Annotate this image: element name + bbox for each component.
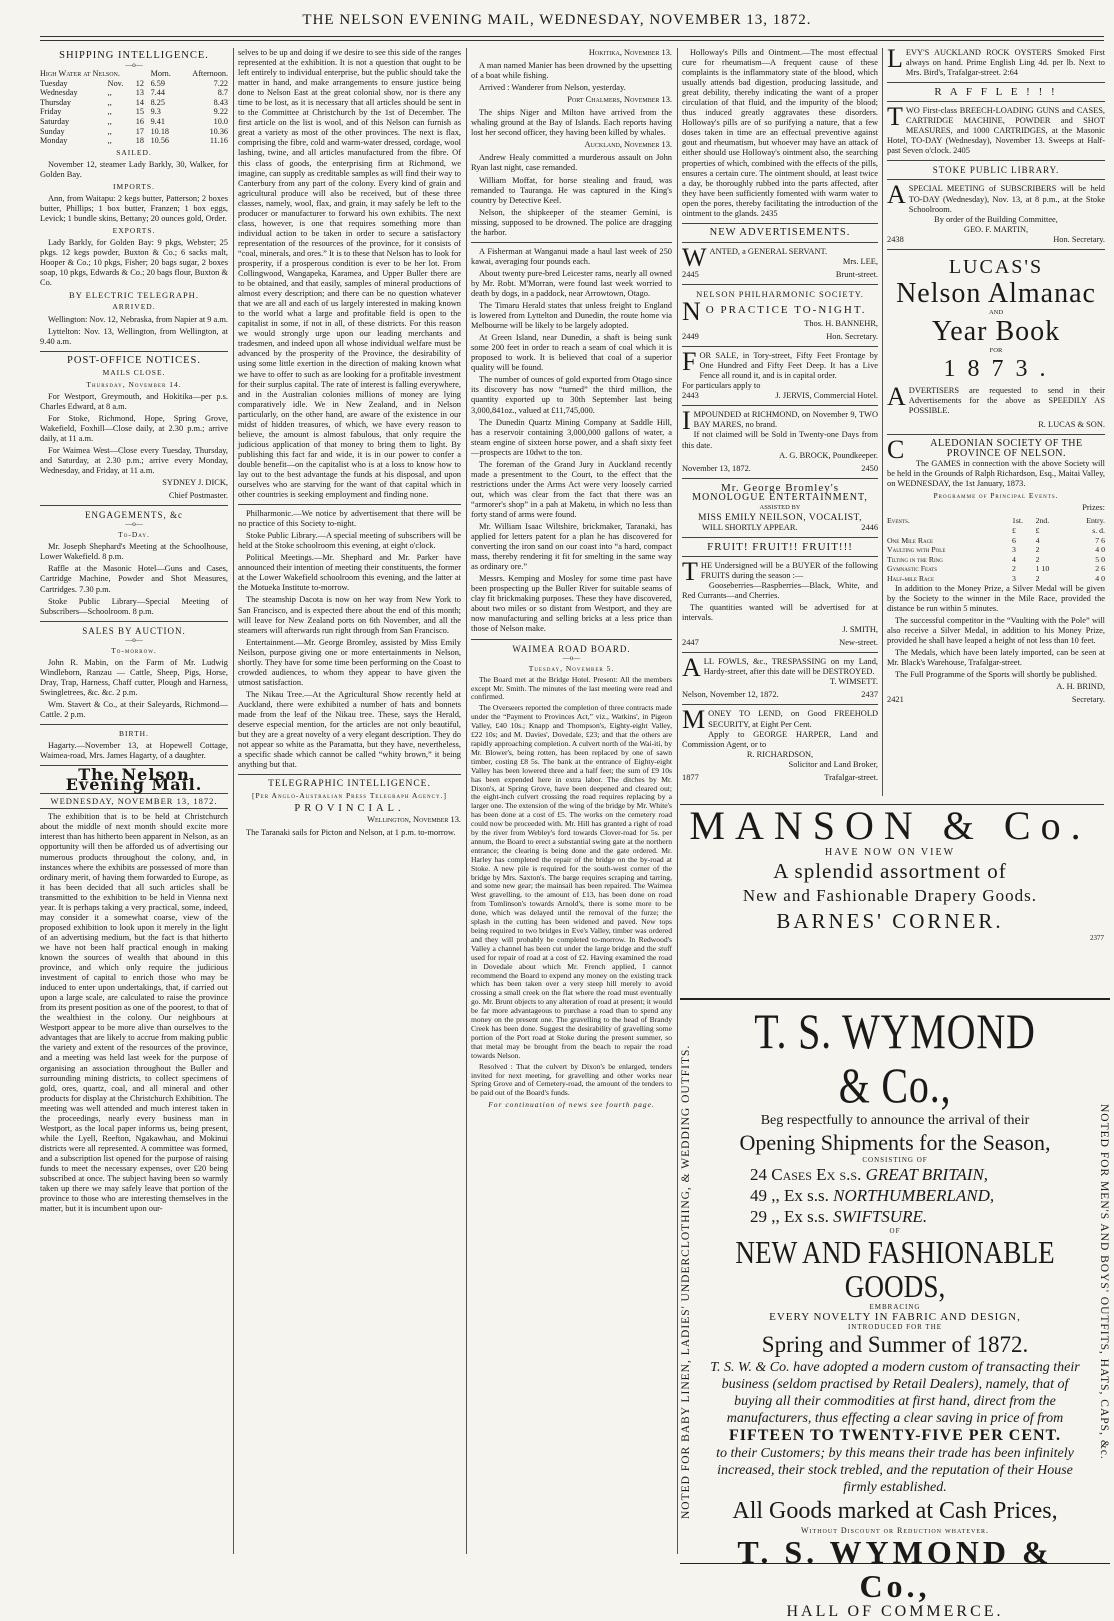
engagement-item: Mr. Joseph Shephard's Meeting at the Schoolhouse, Lower Wakefield. 8 p.m.	[40, 542, 228, 562]
fowls-ad: ALL FOWLS, &c., TRESPASSING on my Land, Hardy-street, after this date will be DESTROYED.	[682, 653, 878, 683]
bromley-vocalist: MISS EMILY NEILSON, VOCALIST,	[697, 512, 863, 523]
news-item: Nelson, the shipkeeper of the steamer Gemini, is missing, supposed to be drowned. The police are dragging the harbor.	[471, 207, 672, 237]
news-item: The Nikau Tree.—At the Agricultural Show recently held at Auckland, there were exhibited a number of hats and bonnets made from the leaf of the Nikau tree. These, says the Herald, deserve especial mention, for the articles are not only beautiful, but they are a great novelty of a very elegant description. They do not appear so white as the Paramatta, but they have, nevertheless, a specific shade which cannot be called “whity brown,” it being anything but that.	[238, 689, 461, 770]
imports-heading: IMPORTS.	[113, 181, 155, 191]
ad-signature: J. SMITH,	[842, 625, 878, 635]
dateline: Hokitika, November 13.	[588, 48, 672, 57]
ad-footer: 2443 J. JERVIS, Commercial Hotel.	[682, 391, 878, 401]
news-item: A man named Manier has been drowned by the upsetting of a boat while fishing.	[471, 61, 672, 81]
auction-item: Wm. Stavert & Co., at their Saleyards, Richmond—Cattle. 2 p.m.	[40, 699, 228, 719]
editorial-paragraph: The exhibition that is to be held at Christchurch about the middle of next month should excite more interest than has hitherto been apparent in Nelson, as an opportunity will then be afforded us of advertising our numerous products throughout the colony, and, in instances where the exhibits are possessed of more than ordinary merit, of having them forwarded to Europe, as it has been decided that all such articles shall be transmitted to the exhibition to be held in Vienna next year. It is perhaps taking a very practical, some, indeed, may consider it a somewhat coarse, view of the proposed exhibition to look upon it merely in the light of an advertising medium, but the fact is that hitherto we have not been half practical enough in making known the sources of wealth that abound in this province, and which only require the judicious investment of capital to enrich those who may be induced to enter upon undertakings, that, if carried out upon a large scale, are calculated to raise the province from its present position as one of the poorest, to that of the wealthiest in the colony. Our neighbours at Westport appear to be more alive than ourselves to the advantages that are likely to accrue from making public the variety and extent of the resources of the province, and a meeting was held last week for the purpose of organising an association throughout the Buller and surrounding mining districts, to collect specimens of gold, ores, quartz, coal, and all mineral and other products for display at the Christchurch Exhibition. The meeting was well attended and much interest taken in the proceedings, nearly every business man in Westport, as the local paper informs us, being present, while the Lyell, Reefton, Ngakawhau, and Mokinui districts were all represented. A committee was formed, and a subscription list opened for the purpose of raising funds to meet the necessary expenses, over £20 being subscribed at once. The subject having been so warmly taken up there we may safely leave that portion of the province to those who are interesting themselves in the matter, but it is incumbent upon our-	[40, 812, 228, 1214]
news-item: Arrived : Wanderer from Nelson, yesterday.	[479, 83, 626, 93]
programme-heading: Programme of Principal Events.	[933, 491, 1059, 501]
stoke-library-ad: ASPECIAL MEETING of SUBSCRIBERS will be held TO-DAY (Wednesday), Nov. 13, at 8 p.m., at the Stoke Schoolroom.	[887, 180, 1105, 214]
auction-sub: To-morrow.	[111, 645, 157, 655]
ad-text: By order of the Building Committee,	[934, 214, 1058, 224]
manson-name: MANSON & Co.	[689, 803, 1091, 848]
side-band-right: NOTED FOR MEN'S AND BOYS' OUTFITS, HATS, CAPS, &c.	[1098, 1103, 1110, 1460]
road-board-text: The Overseers reported the completion of three contracts made under the “Payment to Provinces Act,” viz., Watkins', in Pigeon Valley, £40 10s.; Knapp and Thompson's, Eighty-eight Valley, £22 10s; and M. Davies', Dovedale, £23; and that the others are rapidly approaching completion. A culvert north of the Wai-iti, by Mr. Blower's, being rotten, has been replaced by one of sawn timber, costing £8 5s. The bank at the entrance of Eighty-eight Valley has been lowered three and a half feet; the sum of £9 10s has been expended here in extra labor. The ditches by Mr. Dixon's, at Spring Grove, have been deepened and cleared out; the eight-inch culvert crossing the road requires replacing by a larger one. The extension of the wing of the bridge by Mr. White's has been done at a cost of £5. The works on the cemetery road could now be proceeded with. Mr. Hill has granted a right of road by the river from Webley's ford towards Clover-road for 5s. per annum, the Board to erect a substantial swing gate at the northern entrance; the clearing is being done and the gate ordered. Mr. Harley has completed the repair of the bridge on the by-road at Stoke. A new pile is required for the south-west corner of the bridge by Mrs. Saxton's. The barge requires scraping and tarring, and some new gear; the mainsail has been repaired. The Waimea West gravelling, to the amount of £13, has been done on road from Tomlinson's towards Arnold's, there is some more to be done, which was delayed until the removal of the furze; the splash in the cutting has been widened and paved. New tops being required to two bridges in Eve's Valley, timber was ordered and they will probably be completed to-morrow. In Redwood's Valley a channel has been cut under the large bridge and the stuff used for repair of road at a cost of £2. Having examined the road in Dovedale about which Mr. French applied, I cannot recommend the Board to expend any money on the existing track which has been taken over a very steep hill merely to avoid crossing a small creek on the flat where the road must eventually go. Mr. Brunt objects to any alteration of road at present; it would be far more advantageous to purchase a road than to spend any money on the present one. The gravelling to the head of Brandy Creek has been done. Suggest the desirability of gravelling some portion of the Port road at Stoke during the present summer, so that metal may be brought from the beach to repair the road towards Nelson.	[471, 703, 672, 1060]
road-board-date: Tuesday, November 5.	[528, 663, 615, 673]
wymond-name: T. S. WYMOND & Co.,	[754, 1003, 1036, 1113]
post-office-item: For Westport, Greymouth, and Hokitika—per p.s. Charles Edward, at 8 a.m.	[40, 391, 228, 411]
post-office-title: POST-OFFICE NOTICES.	[67, 354, 201, 366]
ad-footer: Nelson, November 12, 1872. 2437	[682, 690, 878, 700]
wymond-small: OF	[889, 1227, 901, 1235]
column-5	[887, 44, 1105, 803]
wymond-novelty: EVERY NOVELTY IN FABRIC AND DESIGN,	[769, 1311, 1021, 1323]
engagement-item: Raffle at the Masonic Hotel—Guns and Cases, Cartridge Machine, Powder and Shot Measures, Cartridges. 7.30 p.m.	[40, 564, 228, 594]
tide-row: Sunday ,, 17 10.18 10.36	[40, 126, 228, 136]
news-item: The Taranaki sails for Picton and Nelson, at 1 p.m. to-morrow.	[246, 828, 456, 838]
manson-line: New and Fashionable Drapery Goods.	[742, 886, 1038, 905]
tide-row: Tuesday Nov. 12 6.59 7.22	[40, 78, 228, 88]
post-office-date: Thursday, November 14.	[86, 379, 182, 389]
stoke-library-heading: STOKE PUBLIC LIBRARY.	[932, 165, 1060, 176]
tide-row: Saturday ,, 16 9.41 10.0	[40, 117, 228, 127]
advertisers-notice: ADVERTISERS are requested to send in their Advertisements for the above as SPEEDILY AS POSSIBLE.	[887, 381, 1105, 415]
caledonian-text: The Medals, which have been lately imported, can be seen at Mr. Black's Warehouse, Trafalgar-street.	[887, 647, 1105, 667]
ad-text: Apply to GEORGE HARPER, Land and Commission Agent, or to	[682, 729, 878, 749]
masthead-rule-2	[40, 40, 1104, 41]
ad-footer: 2449 Hon. Secretary.	[682, 332, 878, 342]
event-row: Half-mile Race 3 2 4 0	[887, 573, 1105, 583]
ad-footer: WILL SHORTLY APPEAR. 2446	[702, 522, 878, 532]
shipment-row: 24 Cases Ex s.s. GREAT BRITAIN,	[750, 1165, 989, 1184]
wymond-body: to their Customers; by this means their trade has been infinitely increased, their stock trebled, and the reputation of their House firmly established.	[716, 1446, 1074, 1495]
shipment-row: 49 ,, Ex s.s. NORTHUMBERLAND,	[750, 1186, 995, 1205]
telegraphic-title: TELEGRAPHIC INTELLIGENCE.	[268, 779, 431, 790]
event-row: Gymnastic Feats 2 1 10 2 6	[887, 564, 1105, 574]
wymond-cash-prices: All Goods marked at Cash Prices,	[732, 1498, 1058, 1524]
exports-heading: EXPORTS.	[112, 226, 156, 236]
ad-footer: 2447 New-street.	[682, 638, 878, 648]
tide-row: Monday ,, 18 10.56 11.16	[40, 136, 228, 146]
ad-text: For particulars apply to	[682, 381, 761, 391]
column-4	[682, 48, 878, 803]
wymond-body: T. S. W. & Co. have adopted a modern custom of transacting their business (seldom practised by Retail Dealers), namely, that of buying all their commodities at first hand, direct from the manufacturers, thus effecting a clear saving in price of from	[710, 1360, 1080, 1426]
engagements-sub: To-Day.	[118, 530, 150, 540]
news-item: At Green Island, near Dunedin, a shaft is being sunk some 200 feet in order to reach a seam of coal which it is proposed to work. It is believed that coal of a superior quality will be found.	[471, 333, 672, 373]
tide-table: High Water at Nelson. Morn. Afternoon. Tuesday Nov. 12 6.59 7.22 Wednesday ,, 13 7.44 8.7 Thursday ,, 14 8.25 8.43 Friday ,, 15 9.3 9.22 Saturday ,, 16 9.41 10.0 Sunday ,, 17 10.18 10.36 Monday ,, 18 10.56 11.16	[40, 69, 228, 146]
news-item: Entertainment.—Mr. George Bromley, assisted by Miss Emily Neilson, purpose giving one or more entertainments in Nelson, shortly. They have for some time been performing on the Coast to crowded audiences, to whom they appear to have given the utmost satisfaction.	[238, 637, 461, 687]
column-divider	[677, 48, 678, 1554]
bromley-sub: MONOLOGUE ENTERTAINMENT,	[692, 491, 868, 503]
shipment-row: 29 ,, Ex s.s. SWIFTSURE.	[750, 1207, 928, 1226]
arrived-text: Lyttelton: Nov. 13, Wellington, from Wellington, at 9.40 a.m.	[40, 326, 228, 346]
event-row: Tilting in the Ring 4 2 5 0	[887, 554, 1105, 564]
wymond-small: CONSISTING OF	[862, 1156, 928, 1164]
impounded-ad: IMPOUNDED at RICHMOND, on November 9, TWO BAY MARES, no brand.	[682, 406, 878, 436]
dateline: Auckland, November 13.	[584, 140, 672, 150]
column-divider	[466, 48, 467, 1554]
almanac-title: LUCAS'S	[948, 255, 1044, 278]
manson-location: BARNES' CORNER.	[776, 909, 1004, 933]
exports-text: Lady Barkly, for Golden Bay: 9 pkgs, Webster; 25 pkgs. 12 kegs powder, Buxton & Co.; 6 sacks malt, Hooper & Co.; 10 pkgs, Fisher; 20 bags sugar, 2 boxes soap, 10 pkgs, Edwards & Co.; 20 bags flour, Buxton & Co.	[40, 238, 228, 288]
continuation-note: For continuation of news see fourth page.	[488, 1100, 655, 1110]
manson-line: A splendid assortment of	[773, 859, 1007, 883]
ad-text: Gooseberries—Raspberries—Black, White, and Red Currants—and Cherries.	[682, 581, 878, 601]
paper-nameplate: The Nelson Evening Mail.	[65, 765, 203, 795]
paper-date: WEDNESDAY, NOVEMBER 13, 1872.	[50, 796, 218, 807]
ad-footer: 2438 Hon. Secretary.	[887, 234, 1105, 244]
post-office-item: For Stoke, Richmond, Hope, Spring Grove, Wakefield, Foxhill—Close daily, at 2.30 p.m.; arrive daily, at 11 a.m.	[40, 413, 228, 443]
event-row: One Mile Race 6 4 7 6	[887, 535, 1105, 545]
ad-footer: November 13, 1872. 2450	[682, 463, 878, 473]
ad-number: 2377	[1090, 934, 1104, 942]
ad-text: If not claimed will be Sold in Twenty-one Days from this date.	[682, 430, 878, 450]
side-band-left: NOTED FOR BABY LINEN, LADIES' UNDERCLOTHING, & WEDDING OUTFITS.	[680, 1044, 692, 1519]
news-item: The Timaru Herald states that unless freight to England is lowered from Lyttelton and Dunedin, the route home via Melbourne will be likely to be largely adopted.	[471, 301, 672, 331]
column-divider	[882, 48, 883, 796]
ad-signature: GEO. F. MARTIN,	[963, 224, 1029, 234]
fruit-ad: THE Undersigned will be a BUYER of the following FRUITS during the season :—	[682, 556, 878, 586]
column-1: SHIPPING INTELLIGENCE. —o— High Water at Nelson. Morn. Afternoon. Tuesday Nov. 12 6.59 7.22 Wednesday ,, 13 7.44 8.7 Thursday ,, 14 8.25 8.43 Friday ,, 15 9.3 9.22 Saturday ,, 16 9.41 10.0 Sunday ,, 17 10.18 10.36 Monday ,, 18 10.56 11.16 SAILED. November 12, steamer Lady Barkly, 30, Walker, for Golden Bay. IMPORTS. Ann, from Waitapu: 2 kegs butter, Patterson; 2 boxes butter, Phillips; 1 box butter, Franzen; 1 box eggs, Levick; 1 bundle skins, Bettany; 20 ounces gold, Order. EXPORTS. Lady Barkly, for Golden Bay: 9 pkgs, Webster; 25 pkgs. 12 kegs powder, Buxton & Co.; 6 sacks malt, Hooper & Co.; 10 pkgs, Fisher; 20 bags sugar, 2 boxes soap, 10 pkgs, Edwards & Co.; 20 bags flour, Buxton & Co. BY ELECTRIC TELEGRAPH. ARRIVED. Wellington: Nov. 12, Nebraska, from Napier at 9 a.m. Lyttelton: Nov. 13, Wellington, from Wellington, at 9.40 a.m. POST-OFFICE NOTICES. MAILS CLOSE. Thursday, November 14. For Westport, Greymouth, and Hokitika—per p.s. Charles Edward, at 8 a.m. For Stoke, Richmond, Hope, Spring Grove, Wakefield, Foxhill—Close daily, at 2.30 p.m.; arrive daily, at 11 a.m. For Waimea West—Close every Tuesday, Thursday, and Saturday, at 2.30 p.m.; arrive every Monday, Wednesday, and Friday, at 11 a.m. SYDNEY J. DICK, Chief Postmaster. ENGAGEMENTS, &c —o— To-Day. Mr. Joseph Shephard's Meeting at the Schoolhouse, Lower Wakefield. 8 p.m. Raffle at the Masonic Hotel—Guns and Cases, Cartridge Machine, Powder and Shot Measures, Cartridges. 7.30 p.m. Stoke Public Library—Special Meeting of Subscribers—Schoolroom. 8 p.m. SALES BY AUCTION. —o— To-morrow. John R. Mabin, on the Farm of Mr. Ludwig Windleborn, Ranzau — Cattle, Sheep, Pigs, Horse, Dray, Trap, Harness, Chaff cutter, Plough and Harness, Swingletrees, &c. &c. 2 p.m. Wm. Stavert & Co., at their Saleyards, Richmond—Cattle. 2 p.m. BIRTH. Hagarty.—November 13, at Hopewell Cottage, Waimea-road, Mrs. James Hagarty, of a daughter. The Nelson Evening Mail. WEDNESDAY, NOVEMBER 13, 1872. The exhibition that is to be held at Christchurch about the middle of next month should excite more interest than has hitherto been apparent in Nelson, as an opportunity will then be afforded us of advertising our numerous products throughout the colony, and, in instances where the exhibits are possessed of more than ordinary merit, of having them forwarded to Europe, as it has been decided that all such articles shall be transmitted to the exhibition to be held in Vienna next year. It is perhaps taking a very practical, some, indeed, may consider it a somewhat coarse, view of the proposed exhibition to look upon it merely in the light of an advertising medium, but the fact is that hitherto we have not been half practical enough in making known the sources of wealth that abound in this province, and which only require the judicious investment of capital to enrich those who may be induced to enter upon undertakings, that, if carried out upon a large scale, are calculated to raise the province from its present position as one of the poorest, to that of the wealthiest in the colony. Our neighbours at Westport appear to be more alive than ourselves to the advantages that are likely to accrue from making public the variety and extent of the resources of the province, and a meeting was held last week for the purpose of organising an association throughout the Buller and surrounding mining districts, to collect specimens of gold, ores, quartz, coal, and all mineral and other products for display at the Christchurch Exhibition. The meeting was well attended and much interest taken in the proceedings, nearly every business man in Westport, as the local paper informs us, being present, while the Lyell, Reefton, Ngakawhau, and Mokinui districts were all represented. A committee was formed, and a subscription list opened for the purpose of raising funds to meet the necessary expenses, over £20 being subscribed at once. The subject having been so warmly taken up there we may safely leave that portion of the province to those who are interesting themselves in the matter, but it is incumbent upon our-	[40, 50, 228, 1214]
tide-row: Wednesday ,, 13 7.44 8.7	[40, 88, 228, 98]
provincial-heading: PROVINCIAL.	[294, 803, 405, 815]
news-item: William Moffat, for horse stealing and fraud, was remanded to Tauranga. He was captured in the King's country by Detective Keel.	[471, 175, 672, 205]
wymond-opening: Opening Shipments for the Season,	[739, 1130, 1051, 1155]
almanac-for: FOR	[989, 346, 1003, 354]
news-item: The steamship Dacota is now on her way from New York to San Francisco, and is expected there about the end of this month; will leave for New Zealand ports on 6th November, and all the steamers will afterwards run right through from San Francisco.	[238, 595, 461, 635]
wymond-footer-name: T. S. WYMOND & Co.,	[737, 1534, 1053, 1604]
shipping-title: SHIPPING INTELLIGENCE.	[59, 50, 209, 61]
caledonian-heading: C ALEDONIAN SOCIETY OF THE PROVINCE OF NELSON.	[887, 435, 1083, 465]
ad-footer: 2445 Brunt-street.	[682, 269, 878, 279]
tide-row: Thursday ,, 14 8.25 8.43	[40, 97, 228, 107]
auction-item: John R. Mabin, on the Farm of Mr. Ludwig Windleborn, Ranzau — Cattle, Sheep, Pigs, Horse, Dray, Trap, Harness, Chaff cutter, Plough and Harness, Swingletrees, &c. &c. 2 p.m.	[40, 657, 228, 697]
ad-signature: R. LUCAS & SON.	[1038, 419, 1105, 429]
imports-text: Ann, from Waitapu: 2 kegs butter, Patterson; 2 boxes butter, Phillips; 1 box butter, Franzen; 1 box eggs, Levick; 1 bundle skins, Bettany; 20 ounces gold, Order.	[40, 193, 228, 224]
column-3: Hokitika, November 13. A man named Manier has been drowned by the upsetting of a boat while fishing. Arrived : Wanderer from Nelson, yesterday. Port Chalmers, November 13. The ships Niger and Milton have arrived from the whaling ground at the Bay of Islands. Each reports having lost her second officer, they having been killed by whales. Auckland, November 13. Andrew Healy committed a murderous assault on John Ryan last night, case remanded. William Moffat, for horse stealing and fraud, was remanded to Tauranga. He was captured in the King's country by Detective Keel. Nelson, the shipkeeper of the steamer Gemini, is missing, supposed to be drowned. The police are dragging the harbor. A Fisherman at Wanganui made a haul last week of 250 kawai, averaging four pounds each. About twenty pure-bred Leicester rams, nearly all owned by Mr. Robt. M'Morran, were found last week worried to death by dogs, in a paddock, near Arrowtown, Otago. The Timaru Herald states that unless freight to England is lowered from Lyttelton and Dunedin, the route home via Melbourne will be likely to be largely adopted. At Green Island, near Dunedin, a shaft is being sunk some 200 feet in order to reach a seam of coal which it is proposed to work. It is believed that coal of a superior quality will be found. The number of ounces of gold exported from Otago since its discovery has now “turned” the third million, the quantity exported up to 30th September last being 3,000,841oz., valued at £11,745,000. The Dunedin Quartz Mining Company at Saddle Hill, has a reservoir containing 3,000,000 gallons of water, a steam engine of sixteen horse power, and a shaft sixty feet—prospects are 10dwt to the ton. The foreman of the Grand Jury in Auckland recently made a presentment to the Court, to the effect that the restrictions under the Arms Act were very loosely carried out, which was clear from the fact that there was an “armorer's shop” in a pah at Maketu, in which no less than forty stand of arms were found. Mr. William Isaac Wiltshire, brickmaker, Taranaki, has applied for letters patent for a plan he has discovered for converting the iron sand on our coast into “a hard, compact mass, thereby rendering it fit for smelting in the same way as ordinary ore.” Messrs. Kemping and Mosley for some time past have been prospecting up the Buller River for suitable seams of clay fit brickmaking purposes. These they have discovered, about two miles or so distant from Westport, and they are now manufacturing and selling bricks at a less price than those of Nelson make. WAIMEA ROAD BOARD. —o— Tuesday, November 5. The Board met at the Bridge Hotel. Present: All the members except Mr. Smith. The minutes of the last meeting were read and confirmed. The Overseers reported the completion of three contracts made under the “Payment to Provinces Act,” viz., Watkins', in Pigeon Valley, £40 10s.; Knapp and Thompson's, Eighty-eight Valley, £22 10s; and M. Davies', Dovedale, £23; and that the others are rapidly approaching completion. A culvert north of the Wai-iti, by Mr. Blower's, being rotten, has been replaced by one of sawn timber, costing £8 5s. The bank at the entrance of Eighty-eight Valley has been lowered three and a half feet; the sum of £9 10s has been expended here in extra labor. The ditches by Mr. Dixon's, at Spring Grove, have been deepened and cleared out; the eight-inch culvert crossing the road requires replacing by a larger one. The extension of the wing of the bridge by Mr. White's has been done at a cost of £5. The works on the cemetery road could now be proceeded with. Mr. Hill has granted a right of road by the river from Webley's ford towards Clover-road for 5s. per annum, the Board to erect a substantial swing gate at the northern entrance; the clearing is being done and the gate ordered. Mr. Harley has completed the repair of the bridge on the by-road at Stoke. A new pile is required for the south-west corner of the bridge by Mrs. Saxton's. The barge requires scraping and tarring, and some new gear; the mainsail has been repaired. The Waimea West gravelling, to the amount of £13, has been done on road from Tomlinson's towards Arnold's, there is some more to be done, which was delayed until the removal of the furze; the splash in the cutting has been widened and paved. New tops being required to two bridges in Eve's Valley, timber was ordered and they will probably be completed to-morrow. In Redwood's Valley a channel has been cut under the large bridge and the stuff used for repair of road at a cost of £2. Having examined the road in Dovedale about which Mr. French applied, I cannot recommend the Board to expend any money on the existing track which has been taken over a very steep hill merely to avoid crossing a small creek on the flat where the road must eventually go. Mr. Brunt objects to any alteration of road at present; it would be far more advantageous to purchase a road than to spend any money on the present one. The gravelling to the head of Brandy Creek has been done. Suggest the desirability of gravelling some portion of the Port road at Stoke during the present summer, so that metal may be brought from the beach to repair the road towards Nelson. Resolved : That the culvert by Dixon's be enlarged, tenders invited for next meeting, for gravelling and other works near Spring Grove and of Cemetery-road, the amount of the tenders to be paid out of the Board's funds. For continuation of news see fourth page.	[471, 48, 672, 1110]
masthead-rule	[40, 36, 1104, 37]
news-item: The foreman of the Grand Jury in Auckland recently made a presentment to the Court, to the effect that the restrictions under the Arms Act were very loosely carried out, which was clear from the fact that there was an “armorer's shop” in a pah at Maketu, in which no less than forty stand of arms were found.	[471, 459, 672, 519]
news-item: The ships Niger and Milton have arrived from the whaling ground at the Bay of Islands. Each reports having lost her second officer, they having been killed by whales.	[471, 108, 672, 138]
wymond-small: EMBRACING	[869, 1303, 921, 1311]
ad-role: Solicitor and Land Broker,	[788, 759, 878, 769]
caledonian-text: The GAMES in connection with the above Society will be held in the Grounds of Ralph Richardson, Esq., Maitai Valley, on WEDNESDAY, the 1st January, 1873.	[887, 459, 1105, 489]
ad-signature: R. RICHARDSON,	[746, 749, 814, 759]
ad-signature: T. WIMSETT.	[829, 677, 878, 687]
raffle-ad: TWO First-class BREECH-LOADING GUNS and CASES, CARTRIDGE MACHINE, POWDER and SHOT MEASURES, and 1000 CARTRIDGES, at the Masonic Hotel, TO-DAY (Wednesday), November 13. Sweeps at Half-past Seven o'clock. 2405	[887, 102, 1105, 156]
sailed-text: November 12, steamer Lady Barkly, 30, Walker, for Golden Bay.	[40, 159, 228, 179]
new-advertisements-title: NEW ADVERTISEMENTS.	[709, 226, 851, 238]
birth-text: Hagarty.—November 13, at Hopewell Cottage, Waimea-road, Mrs. James Hagarty, of a daughter.	[40, 741, 228, 761]
almanac-yearbook: Year Book	[931, 315, 1061, 347]
news-item: Andrew Healy committed a murderous assault on John Ryan last night, case remanded.	[471, 153, 672, 173]
raffle-title: R A F F L E ! ! !	[934, 86, 1058, 99]
post-office-role: Chief Postmaster.	[168, 491, 228, 501]
wymond-goods: NEW AND FASHIONABLE GOODS,	[735, 1234, 1055, 1304]
fruit-title: FRUIT! FRUIT!! FRUIT!!!	[707, 540, 853, 553]
almanac-name: Nelson Almanac	[896, 277, 1096, 309]
wymond-hall: HALL OF COMMERCE.	[786, 1603, 1004, 1620]
engagement-item: Stoke Public Library—Special Meeting of Subscribers—Schoolroom. 8 p.m.	[40, 596, 228, 616]
news-item: Philharmonic.—We notice by advertisement that there will be no practice of this Society to-night.	[238, 509, 461, 529]
bromley-title: Mr. George Bromley's	[720, 481, 840, 494]
arrived-text: Wellington: Nov. 12, Nebraska, from Napier at 9 a.m.	[48, 314, 228, 324]
caledonian-text: The successful competitor in the “Vaulting with the Pole” will also receive a Silver Medal, in addition to his Money Prize, provided he shall have leaped a height of not less than 10 feet.	[887, 615, 1105, 645]
almanac-and: AND	[988, 308, 1004, 316]
manson-view: HAVE NOW ON VIEW	[824, 847, 956, 858]
oysters-ad: LEVY'S AUCKLAND ROCK OYSTERS Smoked First always on hand. Prime English Ling 4d. per lb. Next to Mrs. Bird's, Trafalgar-street. 2:64	[887, 44, 1105, 78]
birth-title: BIRTH.	[119, 729, 149, 739]
sailed-heading: SAILED.	[116, 147, 152, 157]
arrived-heading: ARRIVED.	[112, 302, 156, 312]
wymond-season: Spring and Summer of 1872.	[761, 1332, 1029, 1357]
column-2	[238, 48, 461, 1558]
tide-row: Friday ,, 15 9.3 9.22	[40, 107, 228, 117]
events-table: Events. 1st. 2nd. Entry. £ £ s. d. One Mile Race 6 4 7 6 Vaulting with Pole 3 2 4 0 Tilting in the Ring 4 2 5 0 Gymnastic Feats 2 1 10 2 6 Half-mile Race 3 2 4 0	[887, 516, 1105, 583]
post-office-item: For Waimea West—Close every Tuesday, Thursday, and Saturday, at 2.30 p.m.; arrive every Monday, Wednesday, and Friday, at 11 a.m.	[40, 446, 228, 476]
wymond-line: Beg respectfully to announce the arrival of their	[760, 1113, 1030, 1128]
ad-signature: Thos. H. BANNEHR,	[804, 319, 878, 329]
editorial-paragraph: selves to be up and doing if we desire to see this side of the ranges represented at the exhibition. It is not a question that ought to be left entirely to individual enterprise, but the public should take the matter in hand, and make arrangements to ensure justice being done to Nelson East at the great colonial show, nor is there any time to be lost, as it is necessary that all articles should be sent in to the Committee at Christchurch by the 1st of December. The first article on the list is wool, and of this Nelson can furnish as great a variety as most of the other provinces. The next is flax, comprising the fibre, cold and warm-water dressed, cordage, wool lashing, twine, and all articles manufactured from the fibre. Of this class of goods, the enterprising firm at Richmond, we imagine, can supply as creditable samples as will find their way to Canterbury from any part of the colony. Every kind of grain and agricultural produce will also be received, but of these three classes, namely, wool, flax, and grain, it may safely be left to the producer or manufacturer to forward his own exhibits. The next class, however, is one that requires something more than individual action to be taken in order to secure a satisfactory representation of the resources of the province, for it consists of “coal, minerals, and ores.” It is to these that Nelson has to look for prosperity, if a prosperous condition is ever to be her lot. From Collingwood, Wangapeka, Karamea, and Upper Buller there are to be obtained, and that easily, samples of mineral productions of almost every description; and there can be no question whatever that we are all and each of us largely interested in making known to the world what a large and profitable field is open to the capitalist in some, if not in all, of these districts. For this reason we would strongly urge upon our leading merchants and tradesmen, and indeed upon all whose individual welfare must be advanced by the prosperity of the Province, the desirability of using some little exertion in the direction of making known what we have to offer to such as are looking for a profitable investment for their surplus capital. The rate of interest is falling everywhere, and in the Australian colonies millions of money are lying comparatively idle. We in New Zealand, and in Nelson particularly, on the other hand, are aware of the existence in our midst of hidden treasures, of which, we have every reason to believe, the amount is almost fabulous, that only require the judicious application of that money to bring them to light. By publishing this fact far and wide, it is in our power to confer a double benefit—on the capitalist who is at a loss to know how to lay out to the best advantage the funds at his disposal, and upon ourselves who are starving for the want of that capital which in other countries is seeking employment and finding none.	[238, 48, 461, 500]
news-item: Stoke Public Library.—A special meeting of subscribers will be held at the Stoke schoolroom this evening, at eight o'clock.	[238, 531, 461, 551]
event-row: Vaulting with Pole 3 2 4 0	[887, 545, 1105, 555]
telegraph-heading: BY ELECTRIC TELEGRAPH.	[69, 290, 199, 301]
dateline: Port Chalmers, November 13.	[567, 95, 672, 105]
almanac-year: 1 8 7 3 .	[943, 355, 1049, 382]
ad-signature: A. H. BRIND,	[1056, 681, 1105, 691]
wymond-small: Without Discount or Reduction whatever.	[801, 1526, 989, 1535]
ad-footer: 1877 Trafalgar-street.	[682, 772, 878, 782]
post-office-sub: MAILS CLOSE.	[102, 367, 166, 377]
prizes-label: Prizes:	[1082, 503, 1105, 513]
holloway-ad: Holloway's Pills and Ointment.—The most effectual cure for rheumatism—A frequent cause of these complaints is the inflammatory state of the blood, which usually attends bad digestion, producing lassitude, and great debility, thereby indicating the want of a proper circulation of that fluid, and the impurity of the blood; thus induced greatly aggravates these disorders. Holloway's pills are of so purifying a nature, that a few doses taken in time are an effectual preventive against gout and rheumatism, but whoever may have an attack of either should use Holloway's ointment also, the searching properties of which, combined with the effects of the pills, ensures a certain cure. The ointment should, at least twice a day, be thoroughly rubbed into the parts affected, after they have been sufficiently fomented with warm water to open the pores, thereby facilitating the introduction of the ointment to the glands. 2435	[682, 48, 878, 218]
wanted-ad: WANTED, a GENERAL SERVANT.	[682, 242, 828, 272]
ad-text: The quantities wanted will be advertised for at intervals.	[682, 603, 878, 623]
philharmonic-heading: NELSON PHILHARMONIC SOCIETY.	[696, 288, 864, 299]
news-item: A Fisherman at Wanganui made a haul last week of 250 kawai, averaging four pounds each.	[471, 246, 672, 266]
news-item: The number of ounces of gold exported from Otago since its discovery has now “turned” the third million, the quantity exported up to 30th September last being 3,000,841oz., valued at £11,745,000.	[471, 375, 672, 415]
wymond-discount: FIFTEEN TO TWENTY-FIVE PER CENT.	[728, 1427, 1062, 1444]
road-board-text: Resolved : That the culvert by Dixon's be enlarged, tenders invited for next meeting, for gravelling and other works near Spring Grove and of Cemetery-road, the amount of the tenders to be paid out of the Board's funds.	[471, 1061, 672, 1098]
news-item: Messrs. Kemping and Mosley for some time past have been prospecting up the Buller River for suitable seams of clay fit brickmaking purposes. These they have discovered, about two miles or so distant from Westport, and they are now manufacturing and selling bricks at a less price than those of Nelson make.	[471, 574, 672, 634]
caledonian-text: The Full Programme of the Sports will shortly be published.	[895, 669, 1097, 679]
post-office-signature: SYDNEY J. DICK,	[162, 478, 228, 488]
news-item: Mr. William Isaac Wiltshire, brickmaker, Taranaki, has applied for letters patent for a plan he has discovered for converting the iron sand on our coast into “a hard, compact mass, thereby rendering it fit for smelting in the same way as ordinary ore.”	[471, 522, 672, 572]
ad-footer: 2421 Secretary.	[887, 694, 1105, 704]
wymond-small: INTRODUCED FOR THE	[847, 1323, 943, 1331]
news-item: The Dunedin Quartz Mining Company at Saddle Hill, has a reservoir containing 3,000,000 gallons of water, a steam engine of sixteen horse power, and a shaft sixty feet—prospects are 10dwt to the ton.	[471, 417, 672, 457]
auction-title: SALES BY AUCTION.	[82, 625, 186, 636]
ad-signature: Mrs. LEE,	[842, 256, 878, 266]
dateline: Wellington, November 13.	[367, 815, 461, 825]
road-board-title: WAIMEA ROAD BOARD.	[512, 643, 631, 654]
ad-signature: A. G. BROCK, Poundkeeper.	[779, 450, 878, 460]
philharmonic-ad: N O PRACTICE TO-NIGHT.	[682, 297, 867, 327]
telegraphic-source: [Per Anglo-Australian Press Telegraph Agency.]	[252, 791, 447, 801]
column-divider	[233, 48, 234, 1554]
sale-ad: FOR SALE, in Tory-street, Fifty Feet Frontage by One Hundred and Fifty Feet Deep. It has a Live Fence all round it, and is in capital order.	[682, 347, 878, 381]
money-ad: MONEY TO LEND, on Good FREEHOLD SECURITY, at Eight Per Cent.	[682, 705, 878, 735]
wymond-ad	[680, 998, 1110, 1620]
engagements-title: ENGAGEMENTS, &c	[85, 510, 183, 521]
caledonian-text: In addition to the Money Prize, a Silver Medal will be given by the Society to the winner in the Mile Race, provided the distance be run within 5 minutes.	[887, 583, 1105, 613]
news-item: Political Meetings.—Mr. Shephard and Mr. Parker have announced their intention of meeting their constituents, the former at the Lower Wakefield schoolroom this evening, and the latter at the Motueka Institute to-morrow.	[238, 553, 461, 593]
news-item: About twenty pure-bred Leicester rams, nearly all owned by Mr. Robt. M'Morran, were found last week worried to death by dogs, in a paddock, near Arrowtown, Otago.	[471, 268, 672, 298]
road-board-text: The Board met at the Bridge Hotel. Present: All the members except Mr. Smith. The minutes of the last meeting were read and confirmed.	[471, 674, 672, 702]
manson-ad	[676, 805, 1104, 942]
bromley-assisted: ASSISTED BY	[759, 503, 801, 511]
masthead: THE NELSON EVENING MAIL, WEDNESDAY, NOVEMBER 13, 1872.	[302, 12, 812, 28]
